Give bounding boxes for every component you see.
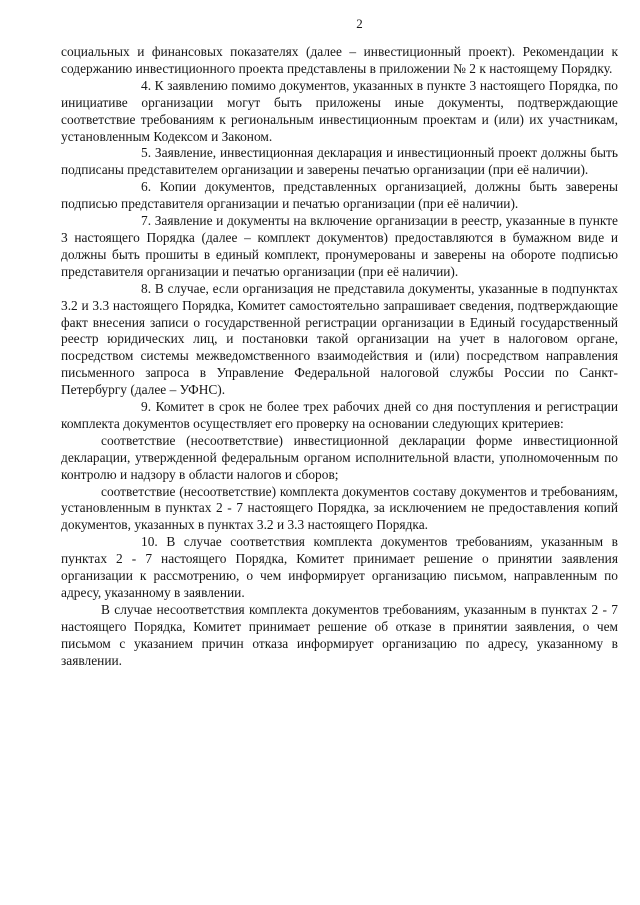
paragraph-number: 4.	[141, 77, 152, 93]
paragraph-10-refusal	[61, 602, 618, 670]
paragraph-number: 5.	[141, 145, 152, 161]
paragraph-text: социальных и финансовых показателях (далее – инвестиционный проект). Рекомендации к содержанию инвестиционного проекта представлены в приложении № 2 к настоящему Порядку.	[61, 44, 618, 76]
paragraph-text: Копии документов, представленных организацией, должны быть заверены подписью представителя организации и печатью организации (при её наличии).	[61, 179, 618, 212]
paragraph-continuation	[61, 44, 618, 78]
paragraph-text: соответствие (несоответствие) инвестиционной декларации форме инвестиционной декларации, утвержденной федеральным органом исполнительной власти, уполномоченным по контролю и надзору в области налогов и сборов;	[61, 432, 618, 482]
paragraph-text: В случае соответствия комплекта документов требованиям, указанным в пунктах 2 - 7 настоящего Порядка, Комитет принимает решение о принятии заявления организации к рассмотрению, о чем информирует организацию письмом, направленным по адресу, указанному в заявлении.	[61, 534, 618, 600]
paragraph-10	[61, 534, 618, 602]
paragraph-text: В случае, если организация не представила документы, указанные в подпунктах 3.2 и 3.3 настоящего Порядка, Комитет самостоятельно запрашивает сведения, подтверждающие факт внесения записи о государственной регистрации организации в Единый государственный реестр юридических лиц, и постановки такой организации на учет в налоговом органе, посредством системы межведомственного взаимодействия и (или) посредством направления письменного запроса в Управление Федеральной налоговой службы России по Санкт-Петербургу (далее – УФНС).	[61, 280, 618, 398]
paragraph-number: 6.	[141, 179, 152, 195]
paragraph-9	[61, 399, 618, 433]
paragraph-text: В случае несоответствия комплекта документов требованиям, указанным в пунктах 2 - 7 настоящего Порядка, Комитет принимает решение об отказе в принятии заявления, о чем письмом с указанием причин отказа информирует организацию по адресу, указанному в заявлении.	[61, 601, 618, 668]
paragraph-number: 7.	[141, 213, 152, 229]
criterion-2	[61, 484, 618, 535]
paragraph-number: 10.	[141, 534, 158, 550]
page-number: 2	[356, 16, 363, 31]
paragraph-7	[61, 213, 618, 281]
paragraph-number: 9.	[141, 399, 152, 415]
paragraph-5	[61, 145, 618, 179]
paragraph-number: 8.	[141, 280, 152, 296]
paragraph-text: Заявление, инвестиционная декларация и инвестиционный проект должны быть подписаны представителем организации и заверены печатью организации (при её наличии).	[61, 145, 618, 178]
paragraph-text: К заявлению помимо документов, указанных в пункте 3 настоящего Порядка, по инициативе организации могут быть приложены иные документы, подтверждающие соответствие требованиям к региональным инвестиционным проектам и (или) их участникам, установленным Кодексом и Законом.	[61, 77, 618, 144]
paragraph-8	[61, 281, 618, 399]
paragraph-text: Комитет в срок не более трех рабочих дней со дня поступления и регистрации комплекта документов осуществляет его проверку на основании следующих критериев:	[61, 399, 618, 431]
criterion-1	[61, 433, 618, 484]
document-body	[61, 44, 618, 670]
paragraph-6	[61, 179, 618, 213]
paragraph-4	[61, 78, 618, 146]
paragraph-text: Заявление и документы на включение организации в реестр, указанные в пункте 3 настоящего Порядка (далее – комплект документов) предоставляются в бумажном виде и должны быть прошиты в единый комплект, пронумерованы и заверены на обороте подписью представителя организации и печатью организации (при её наличии).	[61, 213, 618, 279]
paragraph-text: соответствие (несоответствие) комплекта документов составу документов и требованиям, установленным в пунктах 2 - 7 настоящего Порядка, за исключением не предоставления копий документов, указанных в пунктах 3.2 и 3.3 настоящего Порядка.	[61, 483, 618, 533]
